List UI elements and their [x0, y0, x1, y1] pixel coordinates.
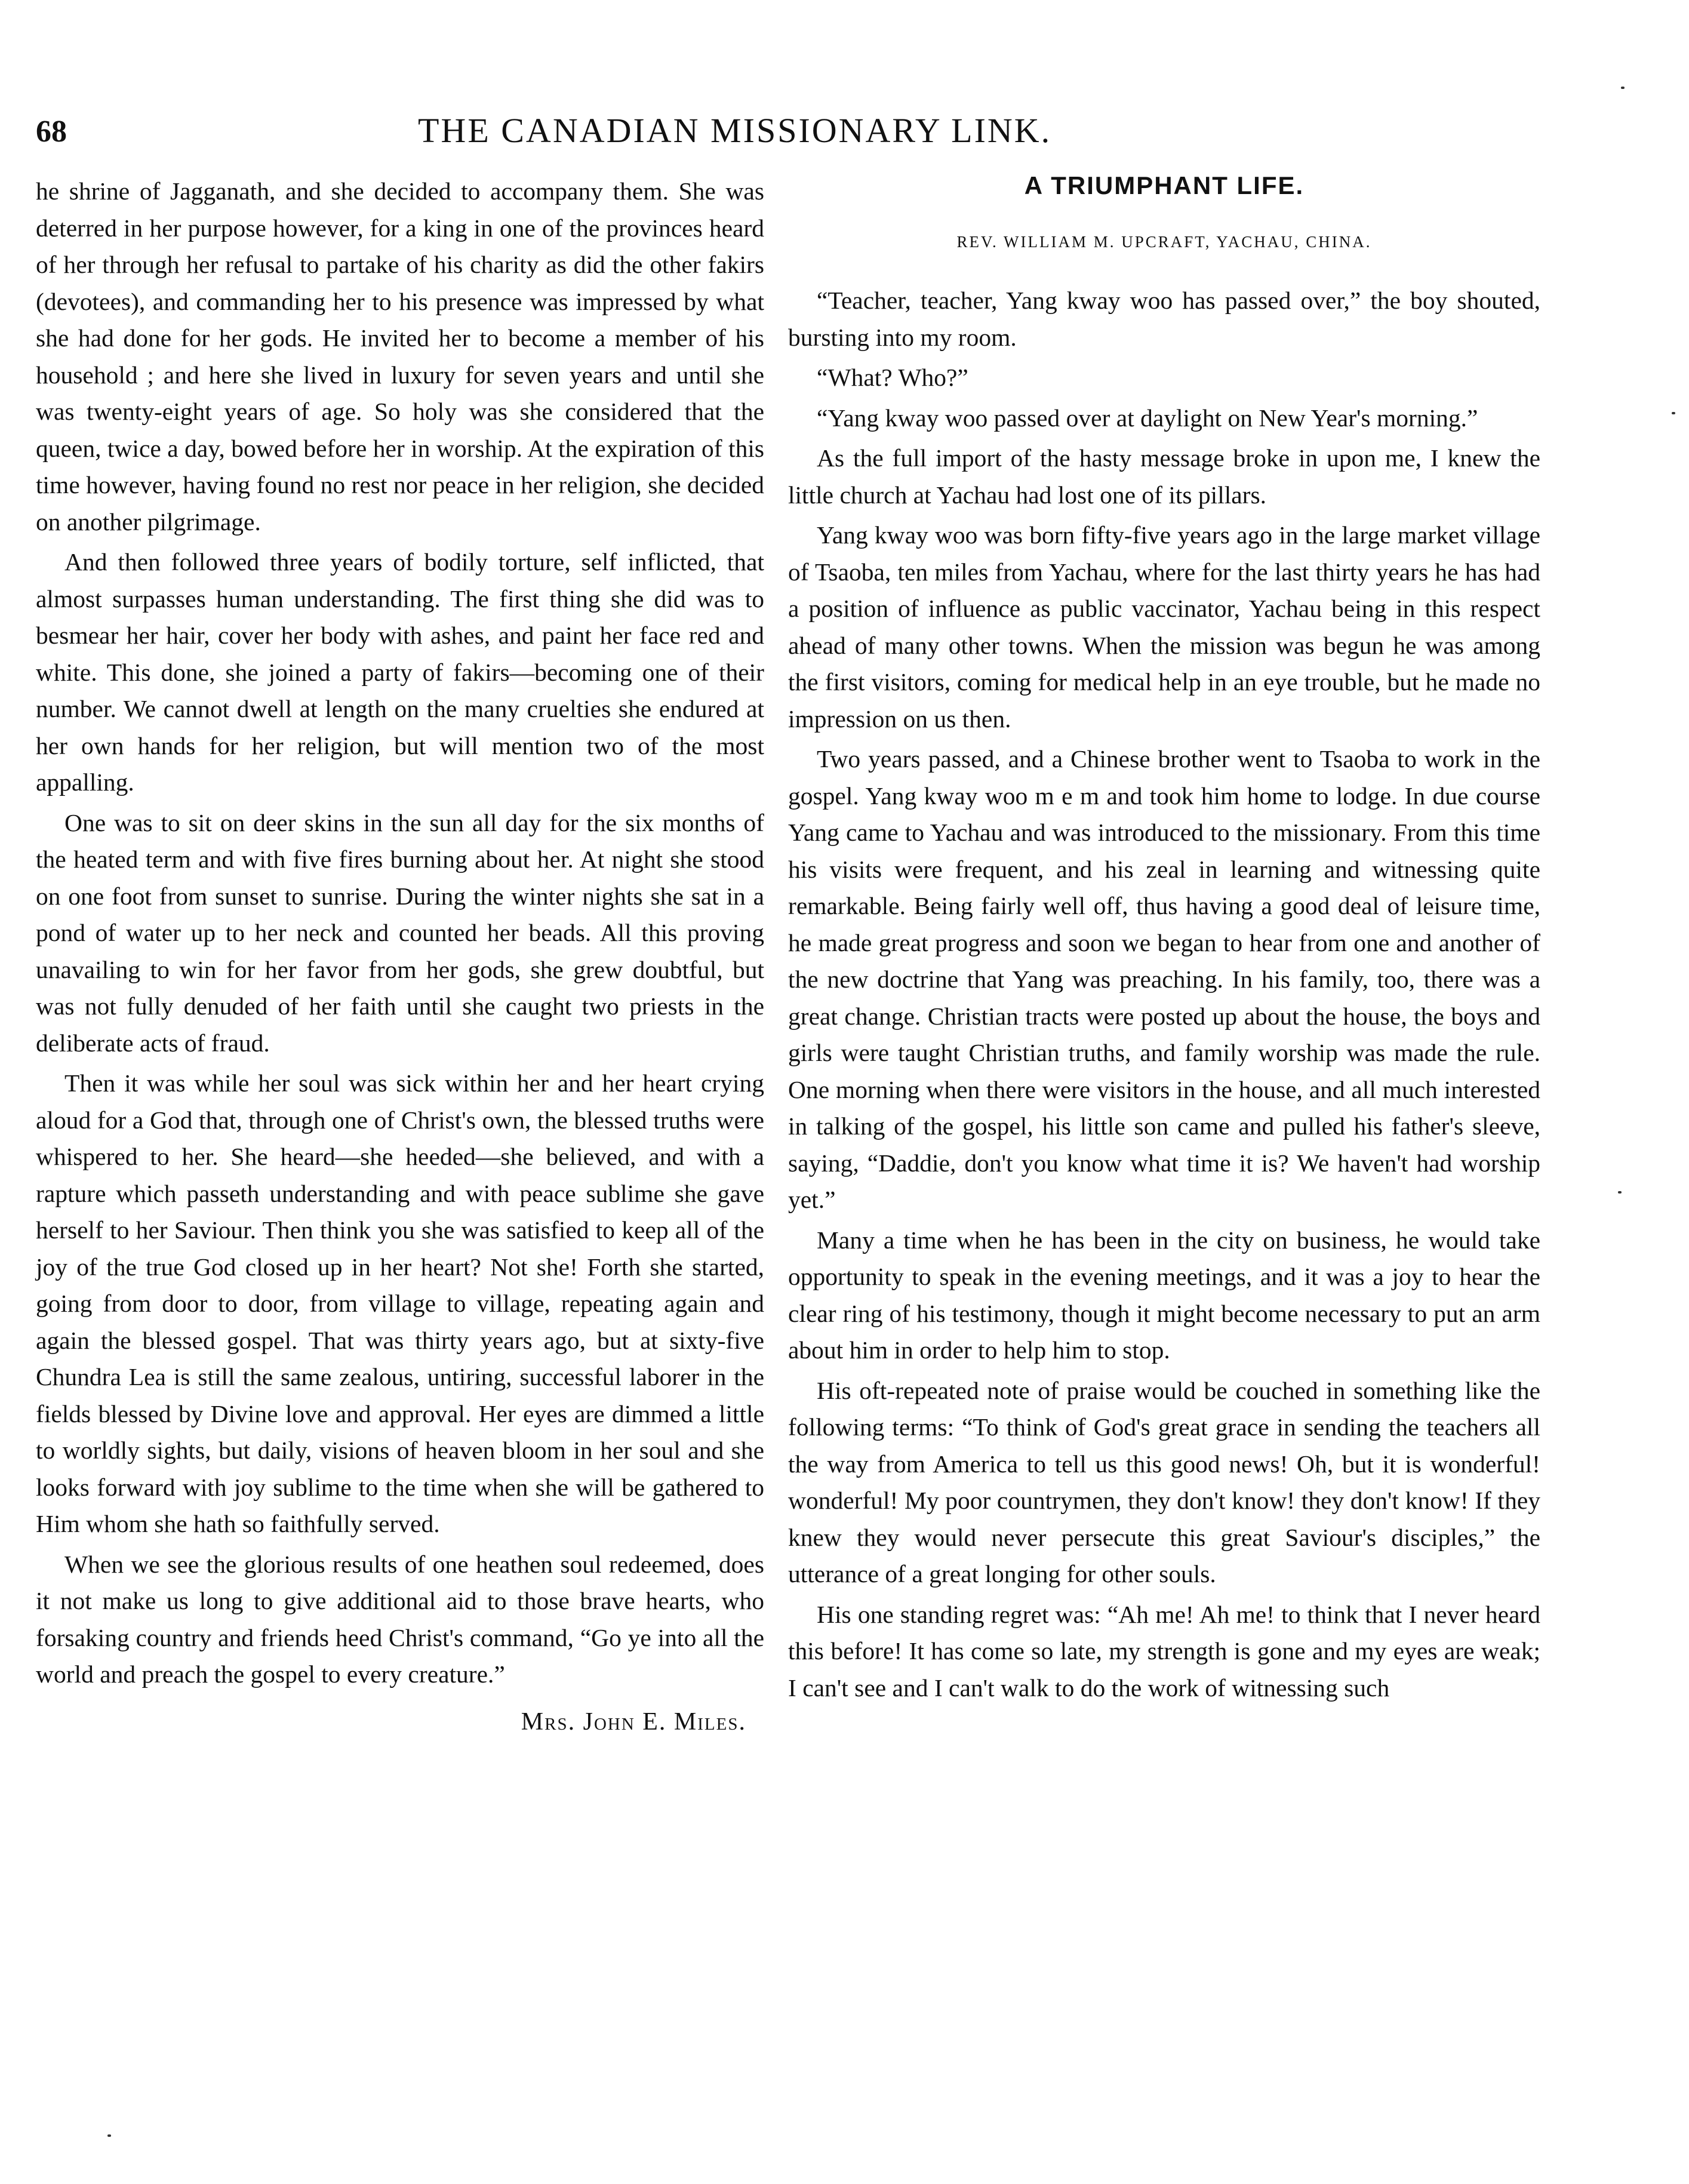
right-paragraph-7: Many a time when he has been in the city on business, he would take opportunity to speak in the evening meetings, and it was a joy to hear the clear ring of his testimony, though it might become necessary to put an arm about him in order to help him to stop. — [788, 1226, 1540, 1364]
left-column — [36, 173, 764, 1740]
author-signature: Mrs. John E. Miles. — [521, 1708, 746, 1736]
print-speck — [107, 2134, 111, 2137]
article-byline: REV. WILLIAM M. UPCRAFT, YACHAU, CHINA. — [956, 233, 1372, 251]
left-paragraph-5: When we see the glorious results of one heathen soul redeemed, does it not make us long to give additional aid to those brave hearts, who forsaking country and friends heed Christ's command, “Go ye into all the world and preach the gospel to every creature.” — [36, 1550, 764, 1688]
right-paragraph-8: His oft-repeated note of praise would be couched in something like the following terms: “To think of God's great grace in sending the teachers all the way from America to tell us this good news! Oh, but it is wonderful! wonderful! My poor countrymen, they don't know! they don't know! If they knew they would never persecute this great Saviour's disciples,” the utterance of a great longing for other souls. — [788, 1376, 1540, 1588]
article-title: A TRIUMPHANT LIFE. — [1024, 171, 1305, 199]
right-column — [788, 173, 1540, 1710]
right-paragraph-6: Two years passed, and a Chinese brother went to Tsaoba to work in the gospel. Yang kway woo m e m and took him home to lodge. In due course Yang came to Yachau and was introduced to the missionary. From this time his visits were frequent, and his zeal in learning and witnessing quite remarkable. Being fairly well off, thus having a good deal of leisure time, he made great progress and soon we began to hear from one and another of the new doctrine that Yang was preaching. In his family, too, there was a great change. Christian tracts were posted up about the house, the boys and girls were taught Christian truths, and family worship was made the rule. One morning when there were visitors in the house, and all much interested in talking of the gospel, his little son came and pulled his father's sleeve, saying, “Daddie, don't you know what time it is? We haven't had worship yet.” — [788, 745, 1540, 1213]
page-number: 68 — [36, 115, 67, 149]
right-paragraph-5: Yang kway woo was born fifty-five years ago in the large market village of Tsaoba, ten miles from Yachau, where for the last thirty years he has had a position of influence as public vaccinator, Yachau being in this respect ahead of many other towns. When the mission was begun he was among the first visitors, coming for medical help in an eye trouble, but he made no impression on us then. — [788, 521, 1540, 733]
right-paragraph-4: As the full import of the hasty message broke in upon me, I knew the little church at Yachau had lost one of its pillars. — [788, 444, 1540, 509]
running-header: THE CANADIAN MISSIONARY LINK. — [418, 111, 1052, 150]
left-paragraph-2: And then followed three years of bodily torture, self inflicted, that almost surpasses human understanding. The first thing she did was to besmear her hair, cover her body with ashes, and paint her face red and white. This done, she joined a party of fakirs—becoming one of their number. We cannot dwell at length on the many cruelties she endured at her own hands for her religion, but will mention two of the most appalling. — [36, 548, 764, 796]
right-paragraph-1: “Teacher, teacher, Yang kway woo has passed over,” the boy shouted, bursting into my room. — [788, 287, 1540, 351]
right-paragraph-3: “Yang kway woo passed over at daylight on New Year's morning.” — [817, 404, 1478, 432]
left-paragraph-3: One was to sit on deer skins in the sun all day for the six months of the heated term and with five fires burning about her. At night she stood on one foot from sunset to sunrise. During the winter nights she sat in a pond of water up to her neck and counted her beads. All this proving unavailing to win for her favor from her gods, she grew doubtful, but was not fully denuded of her faith until she caught two priests in the deliberate acts of fraud. — [36, 808, 764, 1057]
print-speck — [1621, 87, 1625, 89]
left-paragraph-1: he shrine of Jagganath, and she decided to accompany them. She was deterred in her purpose however, for a king in one of the provinces heard of her through her refusal to partake of his charity as did the other fakirs (devotees), and commanding her to his presence was impressed by what she had done for her gods. He invited her to become a member of his household ; and here she lived in luxury for seven years and until she was twenty-eight years of age. So holy was she considered that the queen, twice a day, bowed before her in worship. At the expiration of this time however, having found no rest nor peace in her religion, she decided on another pilgrimage. — [36, 177, 764, 536]
right-paragraph-2: “What? Who?” — [817, 364, 968, 391]
right-paragraph-9: His one standing regret was: “Ah me! Ah me! to think that I never heard this before! It has come so late, my strength is gone and my eyes are weak; I can't see and I can't walk to do the work of witnessing such — [788, 1600, 1540, 1702]
left-paragraph-4: Then it was while her soul was sick within her and her heart crying aloud for a God that, through one of Christ's own, the blessed truths were whispered to her. She heard—she heeded—she believed, and with a rapture which passeth understanding and with peace sublime she gave herself to her Saviour. Then think you she was satisfied to keep all of the joy of the true God closed up in her heart? Not she! Forth she started, going from door to door, from village to village, repeating again and again the blessed gospel. That was thirty years ago, but at sixty-five Chundra Lea is still the same zealous, untiring, successful laborer in the fields blessed by Divine love and approval. Her eyes are dimmed a little to worldly sights, but daily, visions of heaven bloom in her soul and she looks forward with joy sublime to the time when she will be gathered to Him whom she hath so faithfully served. — [36, 1069, 764, 1537]
print-speck — [1618, 1191, 1622, 1193]
print-speck — [1672, 412, 1675, 414]
